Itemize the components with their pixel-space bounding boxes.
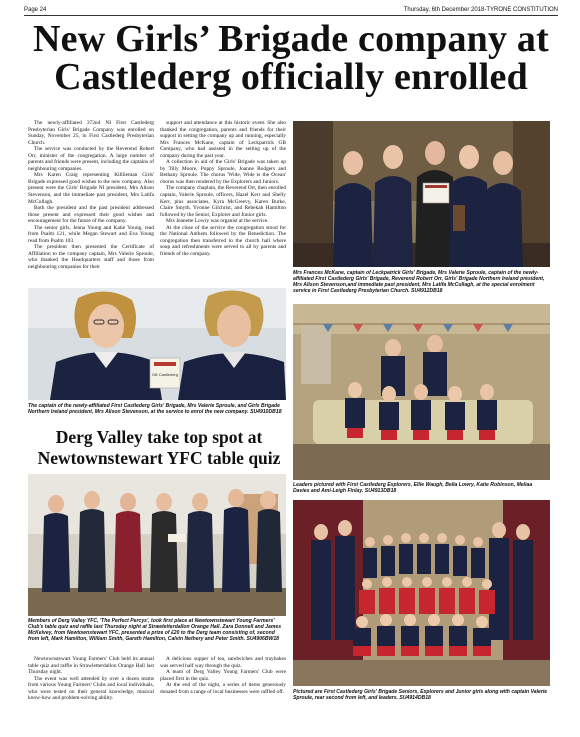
second-story-column-2: [160, 656, 286, 695]
paragraph: At the close of the service the congregation stood for the National Anthem followed by the Benediction. The congregation then transferred to the church hall where soup and refreshments were served to all by parents and friends of the company.: [160, 224, 286, 257]
paragraph: The event was well attended by over a dozen teams from various Young Farmers' Clubs and local individuals, who were tested on their general knowledge, musical know-how and problem-solving ability.: [28, 675, 154, 702]
main-headline: [24, 20, 558, 96]
caption-whole-company: Pictured are First Castlederg Girls' Brigade Seniors, Explorers and Junior girls along with captain Valerie Sproule, rear second from left, and leaders. SU4914DB18: [293, 689, 548, 701]
paragraph: support and attendance at this historic event. She also thanked the congregation, parents and friends for their support in setting the company up and running, especially Mrs Frances McKane, captain of Leckpatrick GB Company, who had assisted in the setting up of the company during the past year.: [160, 120, 286, 159]
main-headline-line1: New Girls’ Brigade company at: [33, 18, 549, 60]
paragraph: Both the president and the past president addressed those present and expressed their good wishes and encouragement for the future of the company.: [28, 205, 154, 225]
paragraph: A delicious supper of tea, sandwiches and traybakes was served half way through the quiz.: [160, 656, 286, 669]
certificate-text: GB Castlederg: [151, 372, 179, 377]
caption-derg-valley-yfc: Members of Derg Valley YFC, 'The Perfect Percys', took first place at Newtownstewart Young Farmers' Club's table quiz and raffle last Thursday night at Strawletterdallon Orange Hall. Zara Donnell and James McKelvey, from Newtownstewart YFC, presented a prize of £20 to the Derg team consisting of, second from left, Mark Hamilton, William Smith, Gareth Hamilton, Calvin Nethery and Peter Smith. SU4906BW18: [28, 618, 282, 642]
main-headline-line2: Castlederg officially enrolled: [54, 56, 528, 98]
paragraph: The senior girls, Jenna Young and Katie Young, read from Psalm 121, while Megan Stewart and Eva Young read from Psalm 103.: [28, 224, 154, 244]
main-story-column-2: [160, 120, 286, 257]
paragraph: The newly-affiliated 372nd NI First Castlederg Presbyterian Girls' Brigade Company was enrolled on Sunday, November 25, in First Castlederg Presbyterian Church.: [28, 120, 154, 146]
paragraph: A team of Derg Valley Young Farmers' Club were placed first in the quiz.: [160, 669, 286, 682]
main-story-column-1: [28, 120, 154, 271]
paragraph: A collection in aid of the Girls' Brigade was taken up by Tilly Moore, Poppy Sproule, Joanne Rodgers and Bethany Sproule. The chorus 'Wide, Wide is the Ocean' chorus was then rendered by the Explorers and Juniors.: [160, 159, 286, 185]
second-headline-line1: Derg Valley take top spot at: [55, 427, 263, 447]
second-headline-line2: Newtownstewart YFC table quiz: [37, 448, 281, 468]
date-line: Thursday, 6th December 2018-TYRONE CONSTITUTION: [403, 7, 558, 13]
paragraph: The company chaplain, the Reverend Orr, then enrolled captain, Valerie Sproule, officers, Hazel Kerr and Shelly Kerr, plus associates, Kyra McGreevy, Karen Burke, Claire Smyth, Yvonne Gilchrist, and Rebekah Hamilton followed by the Senior, Explorer and Junior girls.: [160, 185, 286, 218]
photo-enrolment-group: [293, 121, 550, 267]
photo-derg-valley-yfc: [28, 474, 286, 616]
paragraph: Mrs Karen Craig representing Killileman Girls' Brigade expressed good wishes to the new company. Also present were the Girls' Brigade NI president, Mrs Alison Stevenson, and the immediate past president, Mrs Latifa McCullagh.: [28, 172, 154, 205]
photo-explorers: [293, 304, 550, 480]
caption-captain-and-president: The captain of the newly-affiliated First Castlederg Girls' Brigade, Mrs Valerie Sproule, and Girls Brigade Northern Ireland president, Mrs Alison Stevenson, at the service to enrol the new company. SU4910DB18: [28, 403, 282, 415]
caption-explorers: Leaders pictured with First Castlederg Explorers, Ellie Waugh, Bella Lowry, Katie Robinson, Meliaa Davies and Ami-Leigh Finlay. SU4913DB18: [293, 482, 533, 494]
caption-enrolment-group: Mrs Frances McKane, captain of Leckpatrick Girls' Brigade, Mrs Valerie Sproule, captain of the newly-affiliated First Castlederg Girls' Brigade, Reverend Robert Orr, Girls' Brigade Northern Ireland president, Mrs Alison Stevenson,and immediate past president, Mrs Latifa McCullagh, at the special enrolment service in First Castlederg Presbyterian Church. SU4912DB18: [293, 270, 545, 294]
photo-captain-and-president: [28, 288, 286, 400]
paragraph: At the end of the night, a series of items generously donated from a range of local businesses were raffled off.: [160, 682, 286, 695]
paragraph: The president then presented the Certificate of Affiliation to the company captain, Mrs Valerie Sproule, who thanked the Headquarters staff and those from neighbouring companies for their: [28, 244, 154, 271]
second-headline: [28, 427, 290, 469]
page-number: Page 24: [24, 7, 47, 13]
paragraph: Newtownstewart Young Farmers' Club held its annual table quiz and raffle in Strawletterdallon Orange Hall last Thursday night.: [28, 656, 154, 676]
page-header: [24, 5, 558, 16]
photo-whole-company: [293, 500, 550, 686]
paragraph: The service was conducted by the Reverend Robert Orr, minister of the congregation. A large number of parents and friends were present, including the captains of neighbouring companies.: [28, 146, 154, 172]
paragraph: Mrs Jeanette Lowry was organist at the service.: [166, 218, 269, 225]
second-story-column-1: [28, 656, 154, 702]
